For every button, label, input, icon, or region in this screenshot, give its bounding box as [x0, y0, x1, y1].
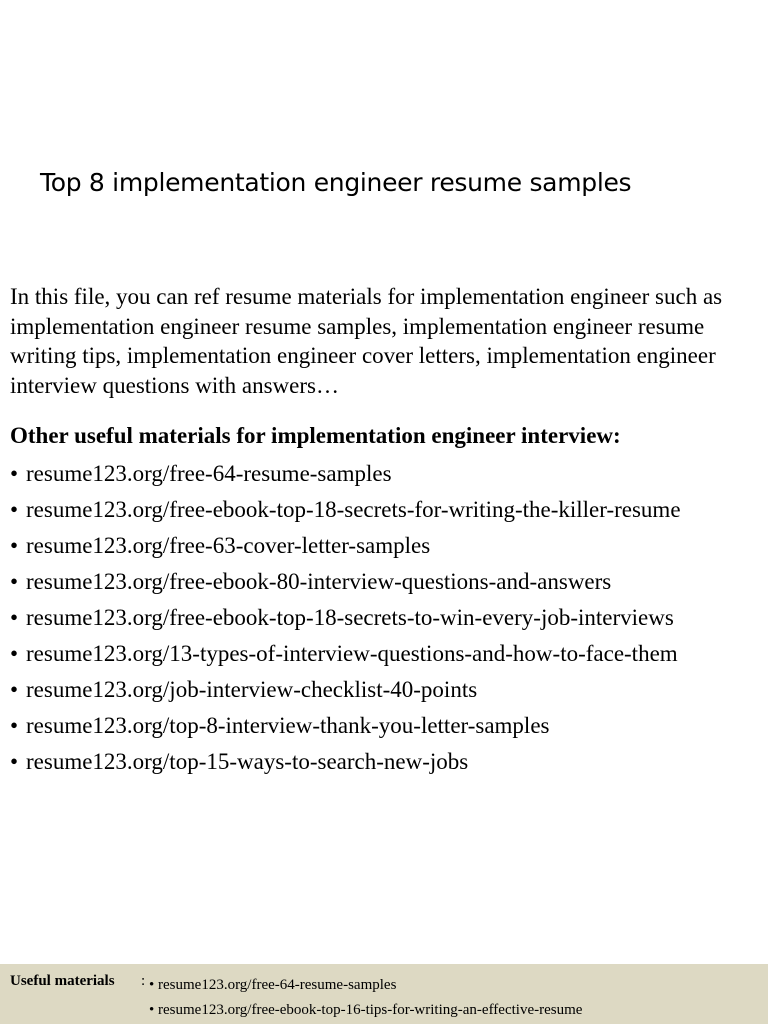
footer-link[interactable]: resume123.org/free-64-resume-samples — [158, 977, 397, 993]
list-item[interactable] — [10, 672, 768, 708]
resource-link[interactable]: resume123.org/job-interview-checklist-40-points — [26, 677, 478, 702]
resource-link[interactable]: resume123.org/top-8-interview-thank-you-letter-samples — [26, 713, 550, 738]
page-title: Top 8 implementation engineer resume samples — [40, 168, 632, 197]
resource-link[interactable]: resume123.org/free-63-cover-letter-samples — [26, 533, 431, 558]
resource-link[interactable]: resume123.org/13-types-of-interview-questions-and-how-to-face-them — [26, 641, 678, 666]
list-item[interactable] — [10, 636, 768, 672]
bullet-icon: • — [10, 677, 19, 702]
list-item[interactable] — [10, 564, 768, 600]
bullet-icon: • — [10, 749, 19, 774]
footer-list-item[interactable] — [149, 998, 582, 1023]
bullet-icon: • — [10, 605, 19, 630]
bullet-icon: • — [10, 533, 19, 558]
list-item[interactable] — [10, 708, 768, 744]
resource-link[interactable]: resume123.org/top-15-ways-to-search-new-jobs — [26, 749, 469, 774]
intro-paragraph: In this file, you can ref resume materials for implementation engineer such as implementation engineer resume samples, implementation engineer resume writing tips, implementation engineer cover letters, implementation engineer interview questions with answers… — [10, 284, 723, 398]
footer-separator: : — [141, 973, 146, 989]
resource-link[interactable]: resume123.org/free-64-resume-samples — [26, 461, 392, 486]
list-item[interactable] — [10, 744, 768, 780]
list-item[interactable] — [10, 600, 768, 636]
bullet-icon: • — [10, 713, 19, 738]
resource-link[interactable]: resume123.org/free-ebook-80-interview-questions-and-answers — [26, 569, 612, 594]
bullet-icon: • — [10, 641, 19, 666]
bullet-icon: • — [10, 497, 19, 522]
footer-bar — [0, 964, 768, 1024]
bullet-icon: • — [149, 1002, 155, 1018]
bullet-icon: • — [149, 977, 155, 993]
resource-list — [10, 456, 768, 780]
resource-link[interactable]: resume123.org/free-ebook-top-18-secrets-to-win-every-job-interviews — [26, 605, 674, 630]
resource-link[interactable]: resume123.org/free-ebook-top-18-secrets-for-writing-the-killer-resume — [26, 497, 681, 522]
footer-list-item[interactable] — [149, 973, 582, 998]
bullet-icon: • — [10, 461, 19, 486]
list-item[interactable] — [10, 528, 768, 564]
list-item[interactable] — [10, 492, 768, 528]
list-item[interactable] — [10, 456, 768, 492]
bullet-icon: • — [10, 569, 19, 594]
footer-list — [149, 973, 582, 1023]
footer-link[interactable]: resume123.org/free-ebook-top-16-tips-for-writing-an-effective-resume — [158, 1002, 583, 1018]
other-materials-heading: Other useful materials for implementation engineer interview: — [10, 423, 621, 448]
footer-label: Useful materials — [10, 973, 115, 989]
